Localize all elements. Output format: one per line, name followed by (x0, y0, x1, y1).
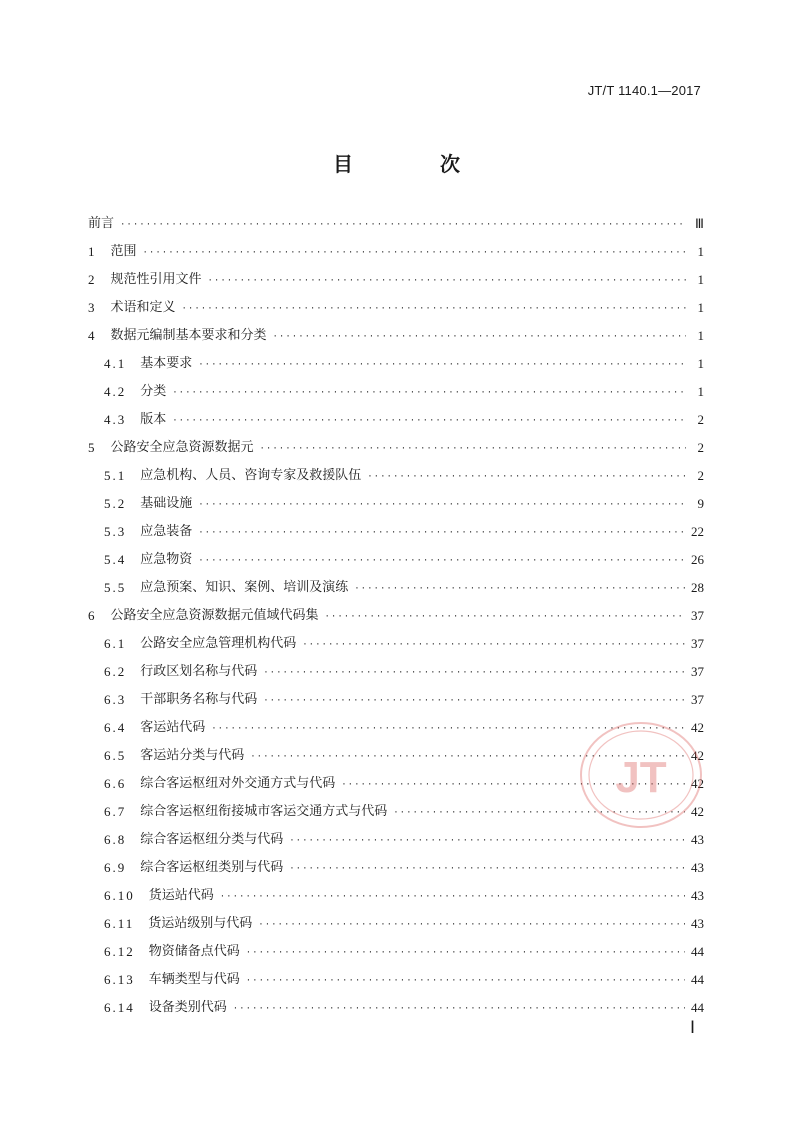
toc-dot-leader (273, 324, 686, 350)
toc-entry-title: 综合客运枢纽对外交通方式与代码 (140, 776, 336, 791)
toc-entry-number: 6.13 (104, 972, 135, 987)
toc-entry[interactable] (88, 462, 704, 490)
toc-entry-page: 44 (691, 944, 704, 959)
toc-entry-number: 6.5 (104, 748, 127, 763)
toc-entry-number: 6.12 (104, 944, 135, 959)
toc-entry[interactable] (88, 826, 704, 854)
page-number: Ⅰ (689, 1018, 695, 1037)
toc-entry-title: 货运站代码 (148, 888, 214, 903)
toc-entry-page: 1 (697, 300, 704, 315)
toc-entry-title: 物资储备点代码 (148, 944, 240, 959)
toc-entry-page: 37 (691, 608, 704, 623)
toc-entry-page: 1 (697, 272, 704, 287)
toc-entry-page: 44 (691, 1000, 704, 1015)
toc-entry-number: 6.10 (104, 888, 135, 903)
toc-entry[interactable] (88, 994, 704, 1022)
toc-entry-page: 28 (691, 580, 704, 595)
toc-entry-page: 2 (697, 468, 704, 483)
toc-entry[interactable] (88, 546, 704, 574)
toc-dot-leader (120, 212, 686, 238)
toc-dot-leader (325, 604, 685, 630)
toc-entry[interactable] (88, 238, 704, 266)
toc-entry[interactable] (88, 882, 704, 910)
toc-entry-page: 2 (697, 412, 704, 427)
toc-entry-number: 6.2 (104, 664, 127, 679)
toc-entry[interactable] (88, 518, 704, 546)
toc-entry-number: 5 (88, 440, 97, 455)
toc-entry[interactable] (88, 966, 704, 994)
toc-entry-number: 4.3 (104, 412, 127, 427)
toc-dot-leader (172, 380, 686, 406)
toc-dot-leader (198, 492, 686, 518)
toc-entry-page: 1 (697, 328, 704, 343)
toc-entry-title: 应急机构、人员、咨询专家及救援队伍 (140, 468, 362, 483)
toc-entry-title: 综合客运枢纽类别与代码 (140, 860, 284, 875)
toc-entry-page: 42 (691, 776, 704, 791)
toc-entry[interactable] (88, 630, 704, 658)
toc-entry-page: 43 (691, 832, 704, 847)
toc-entry-title: 综合客运枢纽衔接城市客运交通方式与代码 (140, 804, 388, 819)
toc-entry-page: Ⅲ (695, 216, 704, 231)
toc-entry-number: 6.6 (104, 776, 127, 791)
toc-entry-page: 1 (697, 244, 704, 259)
toc-entry-title: 术语和定义 (110, 300, 176, 315)
toc-entry-title: 应急预案、知识、案例、培训及演练 (140, 580, 349, 595)
toc-dot-leader (367, 464, 686, 490)
toc-entry-title: 客运站代码 (140, 720, 206, 735)
toc-entry-page: 44 (691, 972, 704, 987)
standard-code: JT/T 1140.1—2017 (587, 83, 701, 98)
toc-entry[interactable] (88, 658, 704, 686)
toc-dot-leader (263, 688, 685, 714)
toc-entry-title: 干部职务名称与代码 (140, 692, 258, 707)
toc-entry-number: 6.8 (104, 832, 127, 847)
toc-entry-page: 42 (691, 720, 704, 735)
toc-entry[interactable] (88, 210, 704, 238)
toc-dot-leader (260, 436, 686, 462)
toc-dot-leader (233, 996, 685, 1022)
toc-dot-leader (172, 408, 686, 434)
toc-entry-title: 规范性引用文件 (110, 272, 202, 287)
toc-dot-leader (246, 968, 685, 994)
toc-entry-number: 6.1 (104, 636, 127, 651)
toc-entry-title: 公路安全应急资源数据元值域代码集 (110, 608, 319, 623)
toc-entry-title: 应急装备 (140, 524, 193, 539)
toc-entry[interactable] (88, 910, 704, 938)
toc-entry[interactable] (88, 294, 704, 322)
toc-entry-page: 37 (691, 664, 704, 679)
toc-dot-leader (208, 268, 686, 294)
toc-entry[interactable] (88, 266, 704, 294)
toc-dot-leader (289, 856, 685, 882)
toc-dot-leader (220, 884, 685, 910)
toc-entry-number: 5.3 (104, 524, 127, 539)
toc-dot-leader (198, 548, 685, 574)
toc-entry-page: 1 (697, 384, 704, 399)
table-of-contents (88, 210, 704, 1022)
toc-entry-title: 分类 (140, 384, 167, 399)
toc-entry[interactable] (88, 406, 704, 434)
toc-entry-page: 22 (691, 524, 704, 539)
toc-entry-page: 42 (691, 804, 704, 819)
toc-entry-page: 9 (697, 496, 704, 511)
toc-entry-number: 6.14 (104, 1000, 135, 1015)
toc-entry[interactable] (88, 434, 704, 462)
toc-entry-page: 2 (697, 440, 704, 455)
toc-entry-number: 6.9 (104, 860, 127, 875)
toc-dot-leader (258, 912, 685, 938)
jt-watermark-seal (578, 720, 704, 830)
toc-entry[interactable] (88, 490, 704, 518)
toc-entry-number: 6.3 (104, 692, 127, 707)
toc-entry-number: 6.7 (104, 804, 127, 819)
toc-entry-page: 1 (697, 356, 704, 371)
toc-entry-number: 1 (88, 244, 97, 259)
toc-dot-leader (143, 240, 686, 266)
toc-entry-page: 43 (691, 916, 704, 931)
toc-entry-number: 5.5 (104, 580, 127, 595)
toc-entry-title: 版本 (140, 412, 167, 427)
toc-entry-number: 4 (88, 328, 97, 343)
toc-dot-leader (246, 940, 685, 966)
toc-entry-number: 2 (88, 272, 97, 287)
toc-entry-number: 4.2 (104, 384, 127, 399)
toc-entry-number: 5.4 (104, 552, 127, 567)
toc-title: 目 次 (333, 152, 500, 176)
toc-entry-title: 公路安全应急资源数据元 (110, 440, 254, 455)
toc-entry-number: 6.4 (104, 720, 127, 735)
toc-entry[interactable] (88, 322, 704, 350)
toc-dot-leader (263, 660, 685, 686)
toc-entry-title: 公路安全应急管理机构代码 (140, 636, 297, 651)
toc-entry-page: 37 (691, 692, 704, 707)
toc-dot-leader (198, 520, 685, 546)
toc-dot-leader (198, 352, 686, 378)
toc-entry[interactable] (88, 602, 704, 630)
toc-entry[interactable] (88, 574, 704, 602)
toc-entry-title: 基本要求 (140, 356, 193, 371)
toc-entry-page: 26 (691, 552, 704, 567)
toc-entry-title: 行政区划名称与代码 (140, 664, 258, 679)
toc-entry[interactable] (88, 854, 704, 882)
toc-entry-page: 43 (691, 860, 704, 875)
toc-entry-title: 前言 (88, 216, 115, 231)
toc-entry-title: 应急物资 (140, 552, 193, 567)
toc-entry[interactable] (88, 938, 704, 966)
toc-entry-number: 6.11 (104, 916, 135, 931)
toc-entry-title: 基础设施 (140, 496, 193, 511)
toc-entry-page: 43 (691, 888, 704, 903)
toc-entry-title: 货运站级别与代码 (148, 916, 253, 931)
toc-entry-title: 数据元编制基本要求和分类 (110, 328, 267, 343)
toc-entry-page: 37 (691, 636, 704, 651)
seal-text: JT (615, 753, 667, 802)
toc-entry-number: 4.1 (104, 356, 127, 371)
toc-entry[interactable] (88, 378, 704, 406)
toc-entry-number: 5.2 (104, 496, 127, 511)
toc-entry[interactable] (88, 686, 704, 714)
toc-entry-title: 设备类别代码 (148, 1000, 227, 1015)
toc-entry-number: 5.1 (104, 468, 127, 483)
toc-dot-leader (302, 632, 685, 658)
toc-entry-title: 范围 (110, 244, 137, 259)
toc-entry-number: 3 (88, 300, 97, 315)
toc-entry-title: 综合客运枢纽分类与代码 (140, 832, 284, 847)
toc-dot-leader (354, 576, 685, 602)
toc-entry-page: 42 (691, 748, 704, 763)
toc-dot-leader (289, 828, 685, 854)
toc-entry-title: 车辆类型与代码 (148, 972, 240, 987)
toc-entry-number: 6 (88, 608, 97, 623)
toc-dot-leader (182, 296, 686, 322)
toc-entry[interactable] (88, 350, 704, 378)
toc-entry-title: 客运站分类与代码 (140, 748, 245, 763)
